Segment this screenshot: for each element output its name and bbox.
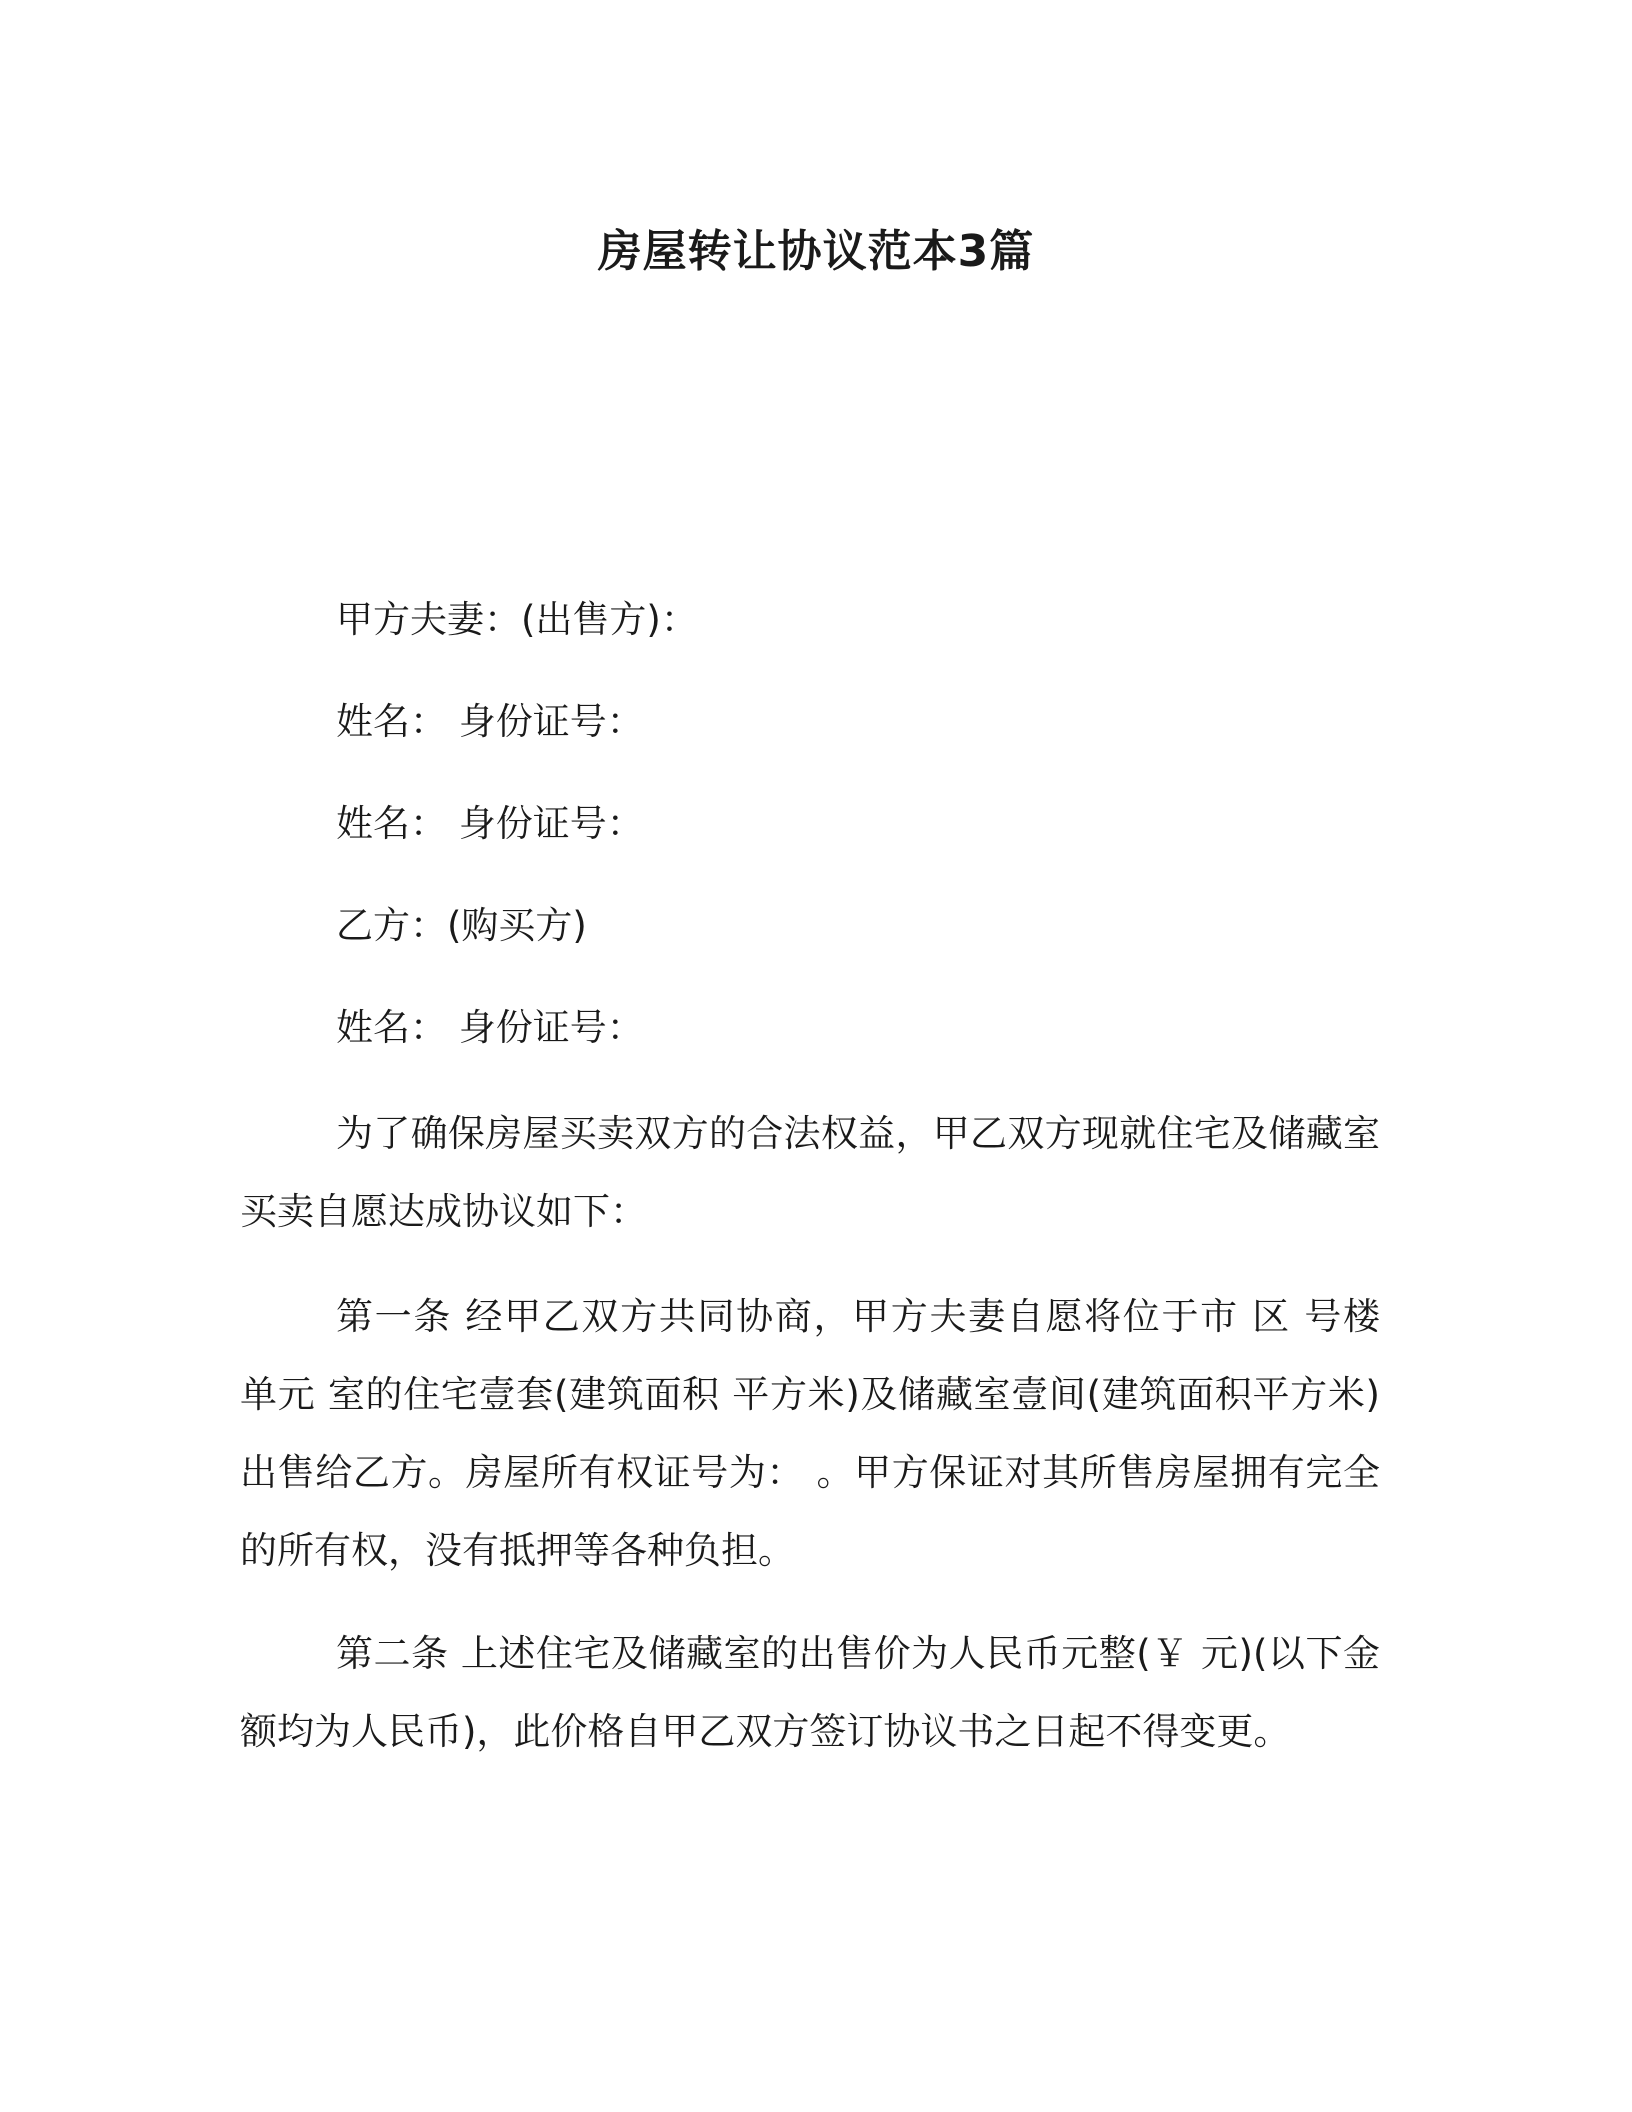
article-1-paragraph: 第一条 经甲乙双方共同协商，甲方夫妻自愿将位于市 区 号楼 单元 室的住宅壹套(建筑面积 平方米)及储藏室壹间(建筑面积平方米)出售给乙方。房屋所有权证号为： 。甲方保证对其所售房屋拥有完全的所有权，没有抵押等各种负担。 bbox=[240, 1295, 1380, 1572]
document-title: 房屋转让协议范本3篇 bbox=[597, 226, 1035, 277]
party-b-header: 乙方：(购买方) bbox=[336, 904, 587, 947]
article-2-paragraph: 第二条 上述住宅及储藏室的出售价为人民币元整(￥ 元)(以下金额均为人民币)，此价格自甲乙双方签订协议书之日起不得变更。 bbox=[240, 1632, 1380, 1753]
party-a-person-2: 姓名： 身份证号： bbox=[336, 802, 644, 845]
party-a-header: 甲方夫妻：(出售方)： bbox=[336, 598, 698, 641]
party-b-person: 姓名： 身份证号： bbox=[336, 1006, 644, 1049]
party-a-person-1: 姓名： 身份证号： bbox=[336, 700, 644, 743]
intro-paragraph: 为了确保房屋买卖双方的合法权益，甲乙双方现就住宅及储藏室买卖自愿达成协议如下： bbox=[240, 1112, 1380, 1233]
